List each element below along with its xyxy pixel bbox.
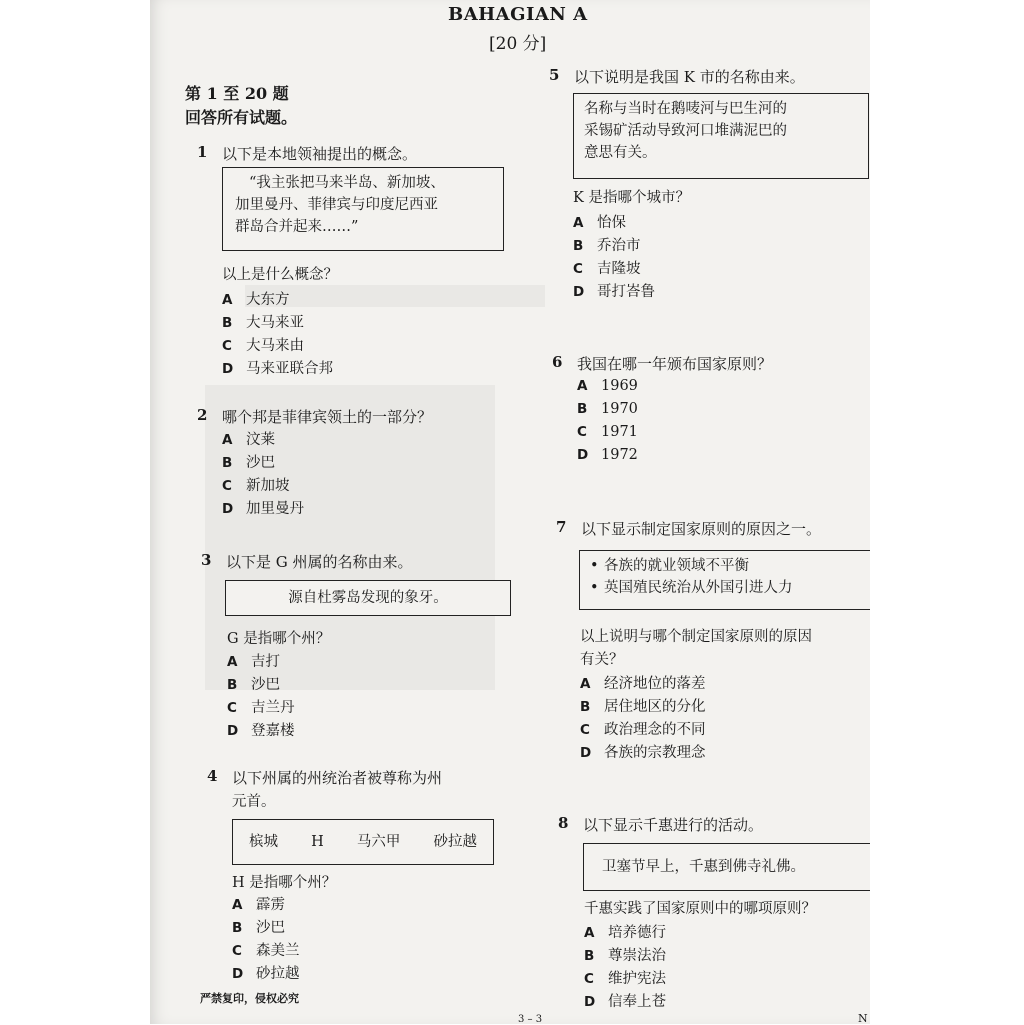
quote-box-3 <box>225 580 511 616</box>
option-c[interactable]: C 维护宪法 <box>584 971 666 987</box>
quote-box-5 <box>573 93 869 179</box>
option-a[interactable]: A 霹雳 <box>232 897 285 913</box>
question-number: 1 <box>197 143 208 161</box>
option-d[interactable]: D 登嘉楼 <box>227 723 295 739</box>
option-a[interactable]: A 大东方 <box>222 292 290 308</box>
bullet-item: • 各族的就业领域不平衡 <box>590 555 860 577</box>
option-a[interactable]: A 1969 <box>577 378 638 394</box>
question-text: 以下是本地领袖提出的概念。 <box>222 145 418 163</box>
options-q6 <box>577 378 638 470</box>
question-text: 哪个邦是菲律宾领土的一部分？ <box>222 408 433 426</box>
options-q5 <box>573 211 655 303</box>
option-a[interactable]: A 经济地位的落差 <box>580 676 706 692</box>
section-marks: [20 分] <box>489 34 547 54</box>
option-d[interactable]: D 加里曼丹 <box>222 501 304 517</box>
state-item: 马六甲 <box>356 834 401 850</box>
page-number: 3 – 3 <box>518 1014 543 1025</box>
question-number: 5 <box>549 66 560 84</box>
question-number: 7 <box>556 518 567 536</box>
option-d[interactable]: D 各族的宗教理念 <box>580 745 706 761</box>
state-item: 槟城 <box>249 834 278 850</box>
options-q3 <box>227 650 295 742</box>
option-a[interactable]: A 培养德行 <box>584 925 666 941</box>
question-range: 第 1 至 20 题 <box>185 84 289 103</box>
question-text: 以下显示制定国家原则的原因之一。 <box>581 520 822 538</box>
options-q1 <box>222 288 333 380</box>
options-q2 <box>222 428 304 520</box>
box-line: “我主张把马来半岛、新加坡、 <box>249 175 445 191</box>
question-prompt: 千惠实践了国家原则中的哪项原则？ <box>584 901 816 917</box>
option-b[interactable]: B 居住地区的分化 <box>580 699 706 715</box>
question-text: 以下显示千惠进行的活动。 <box>583 816 764 834</box>
option-d[interactable]: D 砂拉越 <box>232 966 300 982</box>
activity-box-8 <box>583 843 870 891</box>
option-d[interactable]: D 哥打峇鲁 <box>573 284 655 300</box>
option-d[interactable]: D 马来亚联合邦 <box>222 361 333 377</box>
option-a[interactable]: A 怡保 <box>573 215 626 231</box>
option-b[interactable]: B 沙巴 <box>222 455 275 471</box>
question-number: 4 <box>207 767 218 785</box>
question-text: 以下州属的州统治者被尊称为州 <box>232 769 443 787</box>
box-line: 源自杜雾岛发现的象牙。 <box>288 590 448 606</box>
box-line: 名称与当时在鹅唛河与巴生河的 <box>584 101 787 117</box>
option-c[interactable]: C 新加坡 <box>222 478 290 494</box>
answer-all-note: 回答所有试题。 <box>185 108 298 127</box>
question-text: 以下是 G 州属的名称由来。 <box>226 553 413 571</box>
box-line: 卫塞节早上，千惠到佛寺礼佛。 <box>602 859 805 875</box>
question-number: 3 <box>201 551 212 569</box>
box-line: 意思有关。 <box>584 145 657 161</box>
quote-box-1 <box>222 167 504 251</box>
option-a[interactable]: A 吉打 <box>227 654 280 670</box>
box-line: 加里曼丹、菲律宾与印度尼西亚 <box>235 197 438 213</box>
option-b[interactable]: B 1970 <box>577 401 638 417</box>
state-item-unknown: H <box>311 834 324 850</box>
option-c[interactable]: C 大马来由 <box>222 338 304 354</box>
option-b[interactable]: B 大马来亚 <box>222 315 304 331</box>
option-c[interactable]: C 森美兰 <box>232 943 300 959</box>
option-b[interactable]: B 沙巴 <box>232 920 285 936</box>
section-title: BAHAGIAN A <box>448 4 588 25</box>
question-prompt: H 是指哪个州？ <box>232 875 337 891</box>
state-list-box <box>232 819 494 865</box>
question-number: 8 <box>558 814 569 832</box>
option-c[interactable]: C 吉兰丹 <box>227 700 295 716</box>
question-text: 以下说明是我国 K 市的名称由来。 <box>574 68 805 86</box>
state-item: 砂拉越 <box>433 834 477 850</box>
question-number: 6 <box>552 353 563 371</box>
instructions <box>185 82 297 130</box>
question-prompt: G 是指哪个州？ <box>227 631 331 647</box>
question-text: 我国在哪一年颁布国家原则？ <box>577 355 773 373</box>
option-c[interactable]: C 政治理念的不同 <box>580 722 706 738</box>
option-d[interactable]: D 信奉上苍 <box>584 994 666 1010</box>
question-prompt: 以上是什么概念？ <box>222 267 338 283</box>
option-d[interactable]: D 1972 <box>577 447 638 463</box>
option-c[interactable]: C 吉隆坡 <box>573 261 641 277</box>
question-number: 2 <box>197 406 208 424</box>
option-b[interactable]: B 尊崇法治 <box>584 948 666 964</box>
options-q4 <box>232 893 300 985</box>
option-a[interactable]: A 汶莱 <box>222 432 275 448</box>
question-prompt: 以上说明与哪个制定国家原则的原因 <box>580 629 812 645</box>
box-line: 采锡矿活动导致河口堆满泥巴的 <box>584 123 787 139</box>
question-text-cont: 元首。 <box>232 794 276 810</box>
option-b[interactable]: B 乔治市 <box>573 238 641 254</box>
copyright-notice: 严禁复印，侵权必究 <box>200 992 299 1005</box>
corner-mark: N <box>858 1012 868 1025</box>
option-b[interactable]: B 沙巴 <box>227 677 280 693</box>
bullet-item: • 英国殖民统治从外国引进人力 <box>590 577 860 599</box>
reason-box-7 <box>579 550 870 610</box>
question-prompt-cont: 有关？ <box>580 652 624 668</box>
box-line: 群岛合并起来……” <box>235 219 359 235</box>
question-prompt: K 是指哪个城市？ <box>573 190 690 206</box>
options-q8 <box>584 921 666 1013</box>
option-c[interactable]: C 1971 <box>577 424 638 440</box>
options-q7 <box>580 672 706 764</box>
